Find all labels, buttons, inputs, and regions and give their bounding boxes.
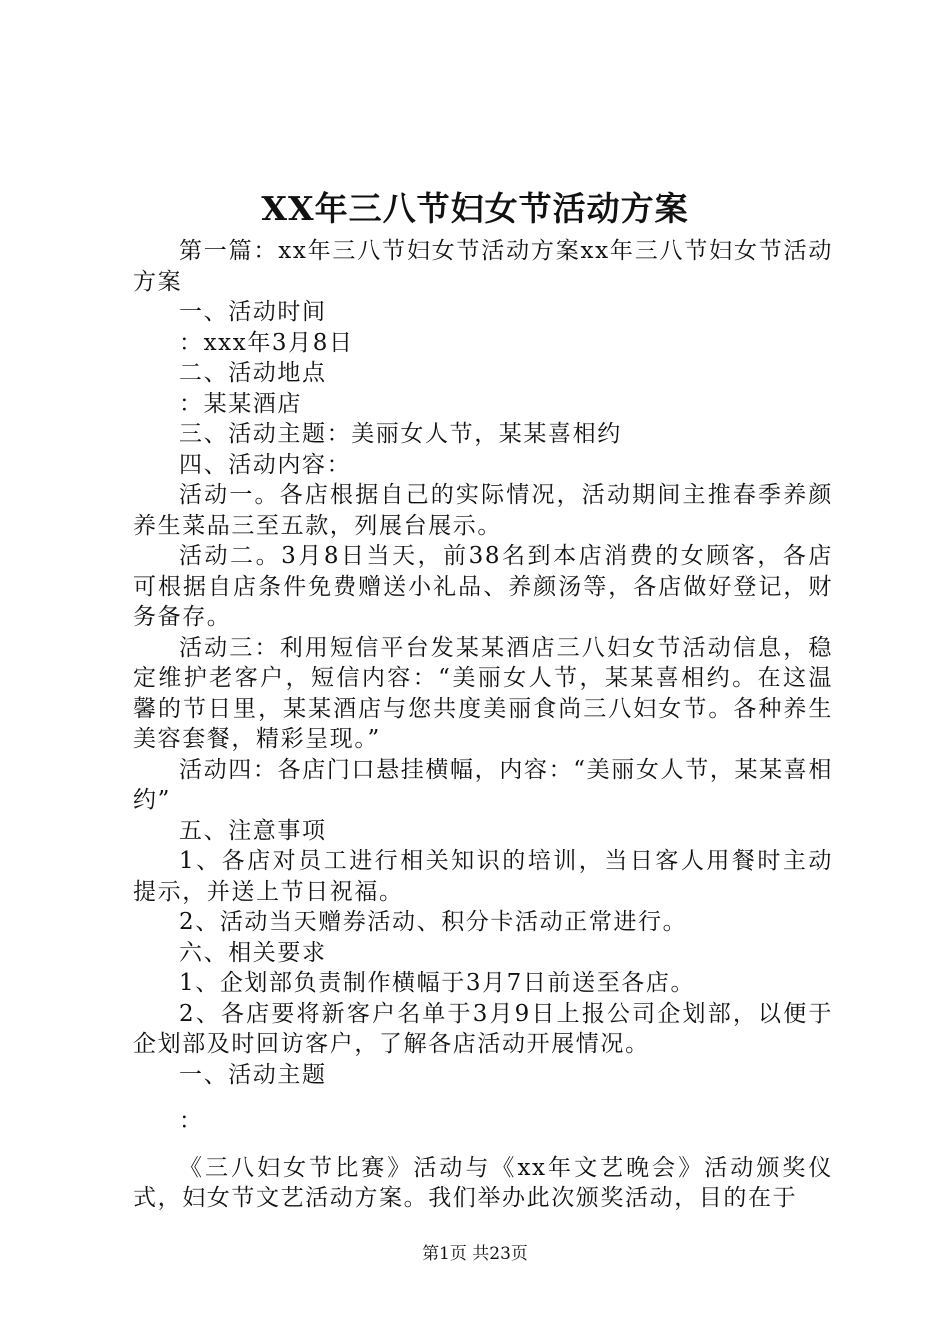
section-heading: 五、注意事项 (179, 817, 327, 844)
paragraph: ：某某酒店 (179, 390, 302, 417)
paragraph: 2、各店要将新客户名单于3月9日上报公司企划部，以便于企划部及时回访客户，了解各店活动开展情况。 (133, 1000, 833, 1057)
section-heading: 三、活动主题：美丽女人节，某某喜相约 (179, 421, 622, 447)
paragraph: 2、活动当天赠券活动、积分卡活动正常进行。 (179, 909, 688, 935)
document-title: XX年三八节妇女节活动方案 (261, 189, 689, 228)
paragraph: ： (179, 1108, 204, 1134)
paragraph: 活动二。3月8日当天，前38名到本店消费的女顾客，各店可根据自店条件免费赠送小礼品、养颜汤等，各店做好登记，财务备存。 (133, 543, 833, 630)
paragraph: 1、企划部负责制作横幅于3月7日前送至各店。 (179, 970, 696, 996)
paragraph: 活动三：利用短信平台发某某酒店三八妇女节活动信息，稳定维护老客户，短信内容：“美丽女人节，某某喜相约。在这温馨的节日里，某某酒店与您共度美丽食尚三八妇女节。各种养生美容套餐，精彩呈现。” (133, 634, 833, 752)
document-body (133, 236, 833, 1214)
paragraph: 第一篇：xx年三八节妇女节活动方案xx年三八节妇女节活动方案 (133, 238, 833, 295)
paragraph: 活动一。各店根据自己的实际情况，活动期间主推春季养颜养生菜品三至五款，列展台展示。 (133, 482, 833, 539)
spacer (133, 1137, 833, 1153)
section-heading: 四、活动内容： (179, 451, 352, 478)
paragraph: 1、各店对员工进行相关知识的培训，当日客人用餐时主动提示，并送上节日祝福。 (133, 848, 833, 905)
section-heading: 一、活动时间 (179, 299, 327, 325)
spacer (133, 1090, 833, 1106)
section-heading: 一、活动主题 (179, 1061, 327, 1088)
section-heading: 六、相关要求 (179, 939, 327, 966)
paragraph: ：xxx年3月8日 (179, 329, 354, 356)
paragraph: 《三八妇女节比赛》活动与《xx年文艺晚会》活动颁奖仪式，妇女节文艺活动方案。我们举办此次颁奖活动，目的在于 (133, 1154, 833, 1211)
paragraph: 活动四：各店门口悬挂横幅，内容：“美丽女人节，某某喜相约” (133, 756, 833, 813)
section-heading: 二、活动地点 (179, 360, 327, 386)
page-footer: 第1页 共23页 (422, 1244, 528, 1264)
